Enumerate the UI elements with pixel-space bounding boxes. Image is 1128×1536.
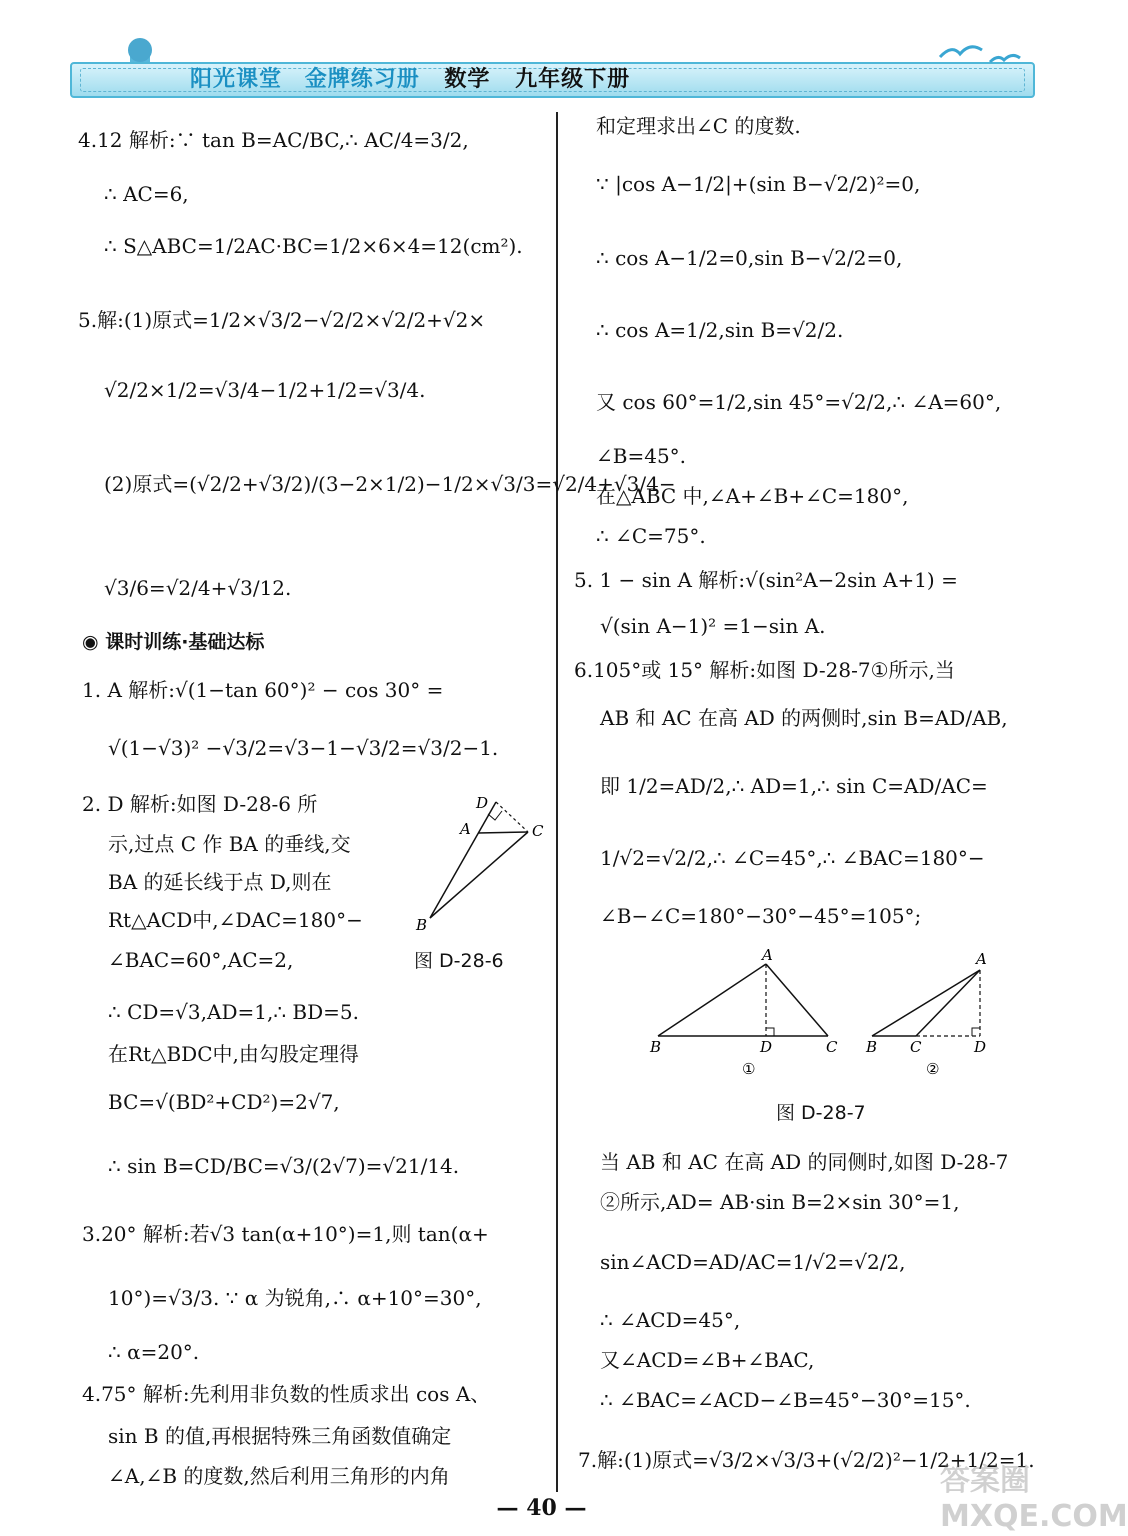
label-a: A bbox=[460, 820, 471, 838]
right-line: √(sin A−1)² =1−sin A. bbox=[600, 614, 826, 638]
right-line: 6.105°或 15° 解析:如图 D-28-7①所示,当 bbox=[574, 658, 955, 682]
left-line: 2. D 解析:如图 D-28-6 所 bbox=[82, 792, 318, 816]
right-line: ∠B−∠C=180°−30°−45°=105°; bbox=[600, 904, 922, 928]
left-line: 3.20° 解析:若√3 tan(α+10°)=1,则 tan(α+ bbox=[82, 1222, 489, 1246]
fig1-right-angle bbox=[766, 1028, 774, 1036]
left-line: 4.12 解析:∵ tan B=AC/BC,∴ AC/4=3/2, bbox=[78, 128, 469, 152]
left-line: √(1−√3)² −√3/2=√3−1−√3/2=√3/2−1. bbox=[108, 736, 499, 760]
left-line: √2/2×1/2=√3/4−1/2+1/2=√3/4. bbox=[104, 378, 426, 402]
right-line: 在△ABC 中,∠A+∠B+∠C=180°, bbox=[596, 484, 909, 508]
right-line: ∵ |cos A−1/2|+(sin B−√2/2)²=0, bbox=[596, 172, 921, 196]
header-title bbox=[190, 62, 630, 93]
left-line: 在Rt△BDC中,由勾股定理得 bbox=[108, 1042, 359, 1066]
fig1-label-c: C bbox=[826, 1038, 838, 1056]
line-ac bbox=[478, 832, 528, 833]
right-line: ∴ ∠ACD=45°, bbox=[600, 1308, 741, 1332]
left-line: ∴ sin B=CD/BC=√3/(2√7)=√21/14. bbox=[108, 1154, 460, 1178]
right-line: 和定理求出∠C 的度数. bbox=[596, 114, 801, 138]
right-line: AB 和 AC 在高 AD 的两侧时,sin B=AD/AB, bbox=[600, 706, 1008, 730]
right-line: 7.解:(1)原式=√3/2×√3/3+(√2/2)²−1/2+1/2=1. bbox=[578, 1448, 1035, 1472]
left-line: ∠A,∠B 的度数,然后利用三角形的内角 bbox=[108, 1464, 450, 1488]
fig2-number: ② bbox=[926, 1060, 940, 1078]
label-d: D bbox=[476, 794, 489, 812]
series-name: 阳光课堂 bbox=[190, 67, 283, 92]
left-line: √3/6=√2/4+√3/12. bbox=[104, 576, 292, 600]
left-line: ∴ α=20°. bbox=[108, 1340, 200, 1364]
left-line: 示,过点 C 作 BA 的垂线,交 bbox=[108, 832, 351, 856]
subject-name: 数学 bbox=[444, 67, 491, 92]
right-line: 又 cos 60°=1/2,sin 45°=√2/2,∴ ∠A=60°, bbox=[596, 390, 1002, 414]
page-number: — 40 — bbox=[496, 1495, 587, 1521]
figure-d28-7 bbox=[644, 946, 1004, 1086]
right-line: 即 1/2=AD/2,∴ AD=1,∴ sin C=AD/AC= bbox=[600, 774, 988, 798]
watermark: 答案圈 MXQE.COM bbox=[940, 1463, 1128, 1534]
fig2-right-angle bbox=[972, 1028, 980, 1036]
right-line: ∴ ∠C=75°. bbox=[596, 524, 706, 548]
label-b: B bbox=[416, 916, 428, 934]
label-c: C bbox=[532, 822, 544, 840]
right-line: 5. 1 − sin A 解析:√(sin²A−2sin A+1) = bbox=[574, 568, 958, 592]
left-line: ∴ CD=√3,AD=1,∴ BD=5. bbox=[108, 1000, 359, 1024]
book-name: 金牌练习册 bbox=[304, 67, 420, 92]
left-line: BC=√(BD²+CD²)=2√7, bbox=[108, 1090, 340, 1114]
right-line: ∠B=45°. bbox=[596, 444, 687, 468]
fig2-label-c: C bbox=[910, 1038, 922, 1056]
fig1-label-a: A bbox=[762, 946, 773, 964]
left-line: ∠BAC=60°,AC=2, bbox=[108, 948, 294, 972]
figure-d28-6 bbox=[408, 790, 548, 935]
section-title: ◉ 课时训练·基础达标 bbox=[82, 631, 265, 653]
line-dc bbox=[496, 802, 528, 832]
fig1-label-d: D bbox=[760, 1038, 773, 1056]
fig2-label-d: D bbox=[974, 1038, 987, 1056]
right-line: ∴ cos A=1/2,sin B=√2/2. bbox=[596, 318, 844, 342]
left-line: BA 的延长线于点 D,则在 bbox=[108, 870, 332, 894]
left-line: (2)原式=(√2/2+√3/2)/(3−2×1/2)−1/2×√3/3=√2/4+√3/4− bbox=[104, 472, 676, 496]
fig2-label-b: B bbox=[866, 1038, 878, 1056]
birds-icon bbox=[930, 32, 1040, 72]
right-line: 又∠ACD=∠B+∠BAC, bbox=[600, 1348, 815, 1372]
right-line: 1/√2=√2/2,∴ ∠C=45°,∴ ∠BAC=180°− bbox=[600, 846, 985, 870]
fig1-line-ab bbox=[658, 964, 766, 1036]
line-bc bbox=[430, 832, 528, 918]
right-line: ②所示,AD= AB·sin B=2×sin 30°=1, bbox=[600, 1190, 960, 1214]
left-line: ∴ S△ABC=1/2AC·BC=1/2×6×4=12(cm²). bbox=[104, 234, 523, 258]
section-icon: ◉ bbox=[82, 631, 99, 653]
left-line: 5.解:(1)原式=1/2×√3/2−√2/2×√2/2+√2× bbox=[78, 308, 486, 332]
fig1-label-b: B bbox=[650, 1038, 662, 1056]
left-line: sin B 的值,再根据特殊三角函数值确定 bbox=[108, 1424, 452, 1448]
left-line: 1. A 解析:√(1−tan 60°)² − cos 30° = bbox=[82, 678, 444, 702]
fig1-number: ① bbox=[742, 1060, 756, 1078]
fig2-label-a: A bbox=[976, 950, 987, 968]
right-line: ∴ ∠BAC=∠ACD−∠B=45°−30°=15°. bbox=[600, 1388, 971, 1412]
left-line: ∴ AC=6, bbox=[104, 182, 189, 206]
grade-name: 九年级下册 bbox=[515, 67, 631, 92]
figure-d28-6-caption: 图 D-28-6 bbox=[414, 950, 504, 972]
right-line: 当 AB 和 AC 在高 AD 的同侧时,如图 D-28-7 bbox=[600, 1150, 1009, 1174]
header-banner bbox=[70, 32, 1035, 102]
right-line: ∴ cos A−1/2=0,sin B−√2/2=0, bbox=[596, 246, 903, 270]
left-line: Rt△ACD中,∠DAC=180°− bbox=[108, 908, 363, 932]
right-line: sin∠ACD=AD/AC=1/√2=√2/2, bbox=[600, 1250, 906, 1274]
column-divider bbox=[556, 112, 558, 1492]
left-line: 10°)=√3/3. ∵ α 为锐角,∴ α+10°=30°, bbox=[108, 1286, 482, 1310]
figure-d28-7-caption: 图 D-28-7 bbox=[776, 1102, 866, 1124]
fig1-line-ac bbox=[766, 964, 828, 1036]
left-line: 4.75° 解析:先利用非负数的性质求出 cos A、 bbox=[82, 1382, 491, 1406]
